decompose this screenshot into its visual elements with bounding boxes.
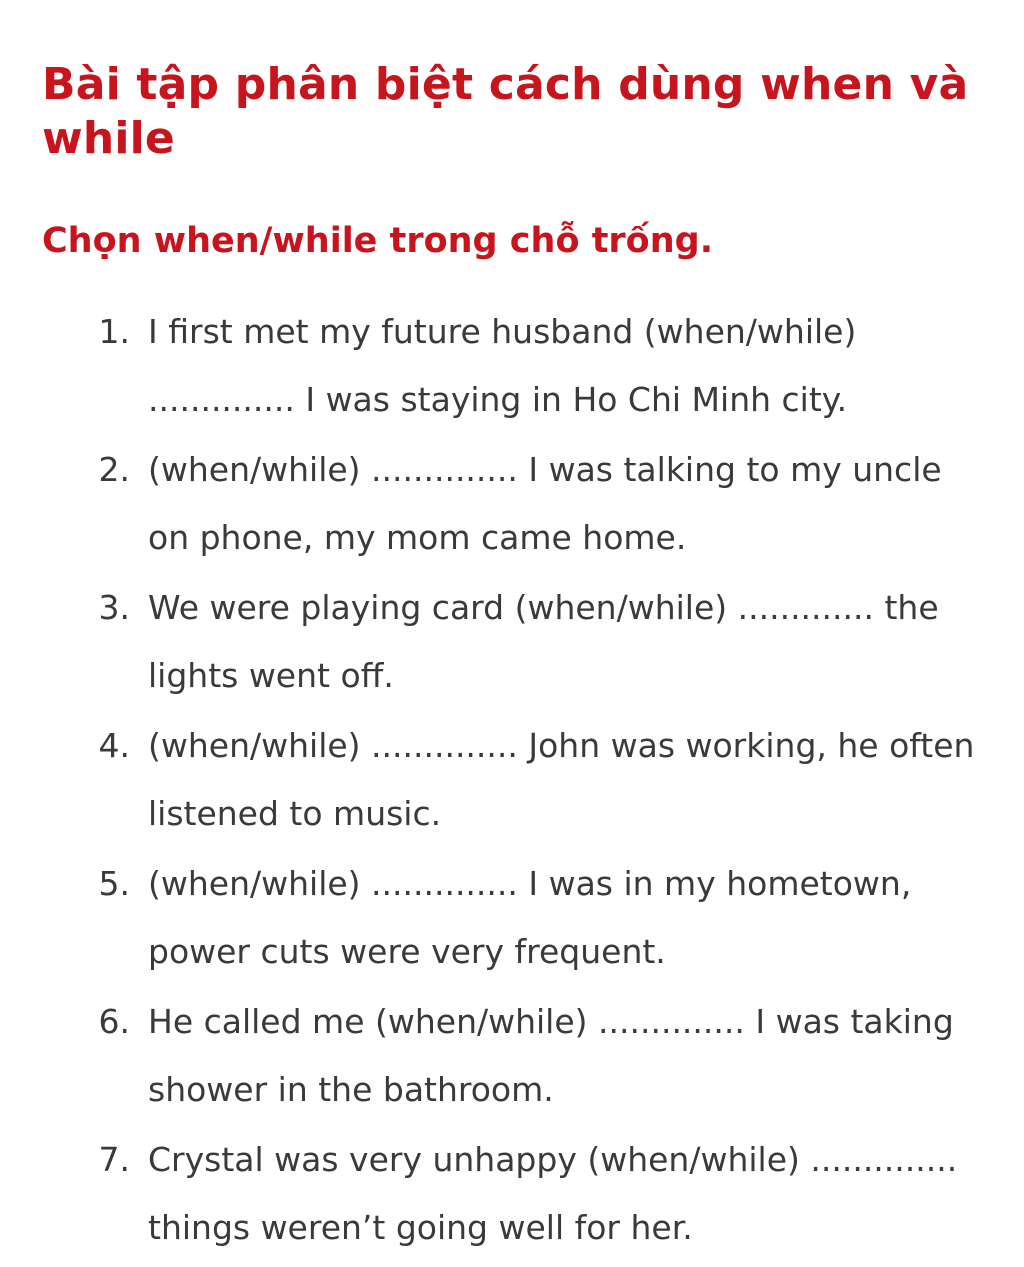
exercise-item-2 bbox=[42, 436, 984, 572]
exercise-item-5 bbox=[42, 850, 984, 986]
exercise-number: 3. bbox=[98, 588, 130, 627]
exercise-number: 1. bbox=[98, 312, 130, 351]
exercise-item-3 bbox=[42, 574, 984, 710]
exercise-number: 6. bbox=[98, 1002, 130, 1041]
exercise-sentence: I first met my future husband (when/while) .............. I was staying in Ho Chi Minh city. bbox=[148, 312, 857, 419]
exercise-item-6 bbox=[42, 988, 984, 1124]
exercise-instruction: Chọn when/while trong chỗ trống. bbox=[42, 221, 713, 261]
page-title: Bài tập phân biệt cách dùng when và while bbox=[42, 59, 969, 164]
exercise-sentence: We were playing card (when/while) ............. the lights went off. bbox=[148, 588, 939, 695]
exercise-sentence: Crystal was very unhappy (when/while) .............. things weren’t going well for her. bbox=[148, 1140, 958, 1247]
exercise-sentence: (when/while) .............. John was working, he often listened to music. bbox=[148, 726, 975, 833]
exercise-number: 2. bbox=[98, 450, 130, 489]
exercise-number: 4. bbox=[98, 726, 130, 765]
exercise-sentence: (when/while) .............. I was in my hometown, power cuts were very frequent. bbox=[148, 864, 912, 971]
exercise-number: 5. bbox=[98, 864, 130, 903]
exercise-item-4 bbox=[42, 712, 984, 848]
exercise-sentence: He called me (when/while) .............. I was taking shower in the bathroom. bbox=[148, 1002, 954, 1109]
exercise-list bbox=[42, 298, 984, 1262]
exercise-sentence: (when/while) .............. I was talking to my uncle on phone, my mom came home. bbox=[148, 450, 942, 557]
exercise-item-7 bbox=[42, 1126, 984, 1262]
exercise-item-1 bbox=[42, 298, 984, 434]
exercise-number: 7. bbox=[98, 1140, 130, 1179]
